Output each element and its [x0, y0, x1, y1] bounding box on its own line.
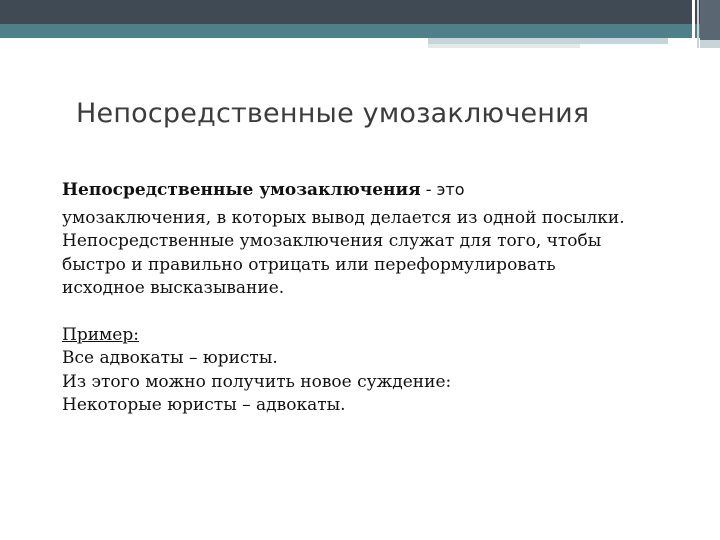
- definition-first-line: [62, 178, 702, 203]
- example-label: Пример:: [62, 324, 139, 345]
- definition-lead: - это: [420, 180, 465, 199]
- definition-paragraph: [62, 178, 702, 301]
- example-line: Некоторые юристы – адвокаты.: [62, 395, 346, 415]
- slide-title: Непосредственные умозаключения: [76, 98, 590, 129]
- corner-divider: [692, 0, 695, 48]
- example-line: Все адвокаты – юристы.: [62, 348, 278, 368]
- definition-line: умозаключения, в которых вывод делается из одной посылки.: [62, 207, 625, 228]
- definition-line: исходное высказывание.: [62, 278, 285, 298]
- example-paragraph: [62, 324, 702, 418]
- definition-line: быстро и правильно отрицать или переформулировать: [62, 254, 556, 275]
- example-line: Из этого можно получить новое суждение:: [62, 371, 452, 392]
- corner-divider-light: [697, 0, 699, 48]
- header-bar-dark: [0, 0, 720, 24]
- definition-line: Непосредственные умозаключения служат для того, чтобы: [62, 231, 602, 251]
- definition-term: Непосредственные умозаключения: [62, 180, 421, 200]
- paragraph-spacer: [62, 301, 702, 324]
- slide-body: [62, 178, 702, 418]
- header-bar-teal: [0, 24, 720, 38]
- corner-strip: [700, 40, 720, 48]
- header-accent-bar-thin: [428, 44, 580, 48]
